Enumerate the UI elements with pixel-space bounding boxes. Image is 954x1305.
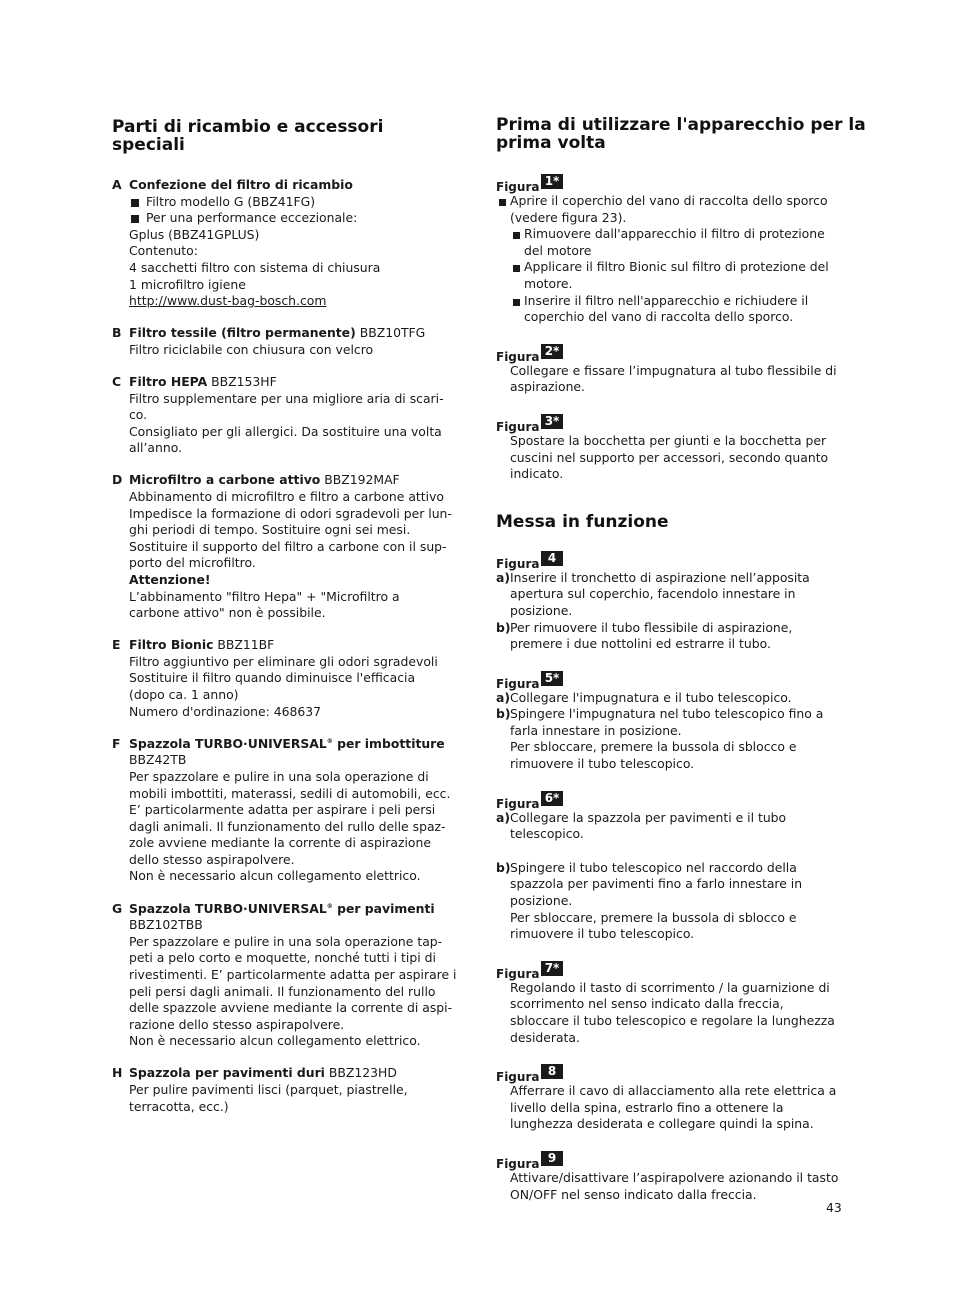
item-text: Numero d'ordinazione: 468637 — [129, 703, 322, 719]
item-text: Non è necessario alcun collegamento elettrico. — [129, 1033, 421, 1049]
item-code: BBZ42TB — [129, 752, 187, 768]
figure-number-badge: 6* — [541, 791, 563, 806]
item-letter: A — [112, 177, 122, 192]
item-title: Spazzola per pavimenti duri — [129, 1065, 325, 1081]
section-heading-operation: Messa in funzione — [496, 511, 669, 532]
figure-step-4 — [496, 551, 838, 653]
item-text: Abbinamento di microfiltro e filtro a carbone attivo — [129, 489, 445, 504]
item-text: Per spazzolare e pulire in una sola operazione tap- — [129, 933, 443, 949]
accessory-item-f — [112, 736, 458, 885]
item-text: Filtro supplementare per una migliore aria di scari- — [129, 390, 444, 406]
accessory-item-e — [112, 637, 458, 720]
item-title: Spazzola TURBO·UNIVERSAL® per imbottiture — [129, 735, 445, 751]
list-item: b) Spingere l'impugnatura nel tubo telescopico fino a farla innestare in posizione. Per sbloccare, premere la bussola di sblocco e rimuovere il tubo telescopico. — [496, 706, 824, 772]
item-title: Spazzola TURBO·UNIVERSAL® per pavimenti — [129, 900, 435, 916]
item-text: Non è necessario alcun collegamento elettrico. — [129, 868, 421, 884]
item-text: Per spazzolare e pulire in una sola operazione di — [129, 768, 429, 784]
item-text: razione dello stesso aspirapolvere. — [129, 1016, 345, 1032]
item-text: dello stesso aspirapolvere. — [129, 851, 295, 867]
item-text: zole avviene mediante la corrente di aspirazione — [129, 835, 431, 851]
figure-label: Figura — [496, 180, 540, 194]
item-text: ghi periodi di tempo. Sostituire ogni sei mesi. — [129, 522, 411, 538]
item-text: all’anno. — [129, 440, 183, 456]
figure-label: Figura — [496, 419, 540, 434]
item-text: peli persi dagli animali. Il funzionamento del rullo — [129, 983, 436, 999]
section-heading-first-use: Prima di utilizzare l'apparecchio per la prima volta — [496, 115, 866, 153]
item-text: Impedisce la formazione di odori sgradevoli per lun- — [129, 505, 452, 521]
figure-number-badge: 3* — [541, 414, 563, 429]
figure-step-9: Figura 9 Attivare/disattivare l’aspirapolvere azionando il tasto ON/OFF nel senso indicato dalla freccia. — [496, 1150, 839, 1202]
list-item: a) Collegare l'impugnatura e il tubo telescopico. — [496, 689, 792, 705]
item-text: 1 microfiltro igiene — [129, 276, 246, 292]
item-text: Filtro aggiuntivo per eliminare gli odori sgradevoli — [129, 653, 438, 669]
figure-label: Figura — [496, 1070, 540, 1085]
item-letter: H — [112, 1065, 123, 1081]
figure-label: Figura — [496, 349, 540, 364]
accessory-item-d — [112, 472, 458, 621]
item-text: Sostituire il filtro quando diminuisce l'efficacia — [129, 670, 416, 686]
item-text: dagli animali. Il funzionamento del rullo delle spaz- — [129, 818, 446, 834]
item-text: L’abbinamento "filtro Hepa" + "Microfiltro a — [129, 588, 400, 604]
left-column — [112, 116, 458, 1131]
item-text: rivestimenti. E’ particolarmente adatta per aspirare i — [129, 966, 457, 982]
item-code: BBZ123HD — [324, 1065, 397, 1081]
item-text: Contenuto: — [129, 243, 198, 259]
item-text: E’ particolarmente adatta per aspirare i peli persi — [129, 802, 436, 818]
item-text: carbone attivo" non è possibile. — [129, 605, 326, 621]
item-code: BBZ11BF — [213, 637, 275, 653]
item-text: Consigliato per gli allergici. Da sostituire una volta — [129, 423, 442, 439]
figure-step-1 — [496, 174, 838, 326]
figure-step-3: Figura 3* Spostare la bocchetta per giunti e la bocchetta per cuscini nel supporto per accessori, secondo quanto indicato. — [496, 413, 829, 482]
item-text: delle spazzole avviene mediante la corrente di aspi- — [129, 1000, 453, 1016]
figure-number-badge: 1* — [541, 174, 563, 189]
list-item: Per una performance eccezionale: — [129, 210, 458, 227]
accessory-item-g — [112, 901, 458, 1050]
item-text: peti a pelo corto e moquette, nonché tutti i tipi di — [129, 950, 436, 966]
list-item: Applicare il filtro Bionic sul filtro di protezione del motore. — [510, 259, 838, 292]
figure-label: Figura — [496, 1156, 540, 1171]
item-letter: G — [112, 900, 123, 916]
item-code: BBZ192MAF — [320, 472, 400, 488]
accessory-item-h — [112, 1065, 458, 1115]
figure-label: Figura — [496, 556, 540, 571]
item-title: Microfiltro a carbone attivo — [129, 472, 321, 488]
figure-number-badge: 2* — [541, 344, 563, 359]
item-text: 4 sacchetti filtro con sistema di chiusura — [129, 259, 381, 275]
accessory-item-c — [112, 374, 458, 457]
figure-number-badge: 9 — [541, 1151, 563, 1166]
item-letter: D — [112, 472, 123, 488]
list-item: a) Collegare la spazzola per pavimenti e il tubo telescopico. — [496, 809, 787, 842]
figure-number-badge: 7* — [541, 961, 563, 976]
list-item: b) Spingere il tubo telescopico nel raccordo della spazzola per pavimenti fino a farlo innestare in posizione. Per sbloccare, premere la bussola di sblocco e rimuovere il tubo telescopico. — [496, 859, 803, 942]
list-item: a) Inserire il tronchetto di aspirazione nell’apposita apertura sul coperchio, facendolo innestare in posizione. — [496, 569, 810, 618]
figure-label: Figura — [496, 966, 540, 981]
list-item: Aprire il coperchio del vano di raccolta dello sporco (vedere figura 23). — [496, 193, 838, 226]
item-letter: C — [112, 373, 122, 389]
item-title: Confezione del filtro di ricambio — [129, 177, 353, 192]
item-letter: F — [112, 735, 121, 751]
figure-step-8: Figura 8 Afferrare il cavo di allacciamento alla rete elettrica a livello della spina, estrarlo fino a ottenere la lunghezza desiderata e collegare quindi la spina. — [496, 1064, 837, 1132]
accessory-item-b — [112, 325, 458, 358]
item-letter: E — [112, 637, 121, 653]
list-item: Inserire il filtro nell'apparecchio e richiudere il coperchio del vano di raccolta dello sporco. — [510, 293, 838, 326]
item-code: BBZ153HF — [207, 373, 277, 389]
figure-step-7: Figura 7* Regolando il tasto di scorrimento / la guarnizione di scorrimento nel senso indicato dalla freccia, sbloccare il tubo telescopico e regolare la lunghezza desiderata. — [496, 960, 835, 1045]
registered-mark: ® — [326, 737, 333, 745]
item-text: Filtro riciclabile con chiusura con velcro — [129, 341, 374, 357]
item-text: Sostituire il supporto del filtro a carbone con il sup- — [129, 538, 447, 554]
item-title: Filtro HEPA — [129, 373, 208, 389]
attention-label: Attenzione! — [129, 571, 211, 587]
item-letter: B — [112, 325, 122, 341]
section-heading-spare-parts: Parti di ricambio e accessori speciali — [112, 117, 384, 155]
figure-number-badge: 8 — [541, 1064, 563, 1079]
item-text: Gplus (BBZ41GPLUS) — [129, 226, 260, 242]
item-code: BBZ10TFG — [355, 325, 426, 341]
item-title: Filtro Bionic — [129, 637, 214, 653]
item-text: (dopo ca. 1 anno) — [129, 687, 239, 703]
registered-mark: ® — [326, 902, 333, 910]
figure-step-5 — [496, 671, 838, 773]
accessory-item-a — [112, 177, 458, 310]
list-item: Rimuovere dall'apparecchio il filtro di protezione del motore — [510, 226, 838, 259]
figure-step-2: Figura 2* Collegare e fissare l’impugnatura al tubo flessibile di aspirazione. — [496, 343, 837, 395]
figure-label: Figura — [496, 796, 540, 811]
list-item: b) Per rimuovere il tubo flessibile di aspirazione, premere i due nottolini ed estrarre il tubo. — [496, 619, 793, 652]
figure-number-badge: 4 — [541, 551, 563, 566]
item-title: Filtro tessile (filtro permanente) — [129, 325, 356, 341]
figure-step-6 — [496, 791, 838, 943]
item-text: mobili imbottiti, materassi, sedili di automobili, ecc. — [129, 785, 451, 801]
item-text: Per pulire pavimenti lisci (parquet, piastrelle, — [129, 1082, 408, 1097]
figure-label: Figura — [496, 676, 540, 691]
right-column — [496, 115, 866, 1221]
item-text: terracotta, ecc.) — [129, 1098, 229, 1114]
item-code: BBZ102TBB — [129, 917, 203, 933]
item-text: porto del microfiltro. — [129, 555, 256, 571]
figure-number-badge: 5* — [541, 671, 563, 686]
dust-bag-link[interactable]: http://www.dust-bag-bosch.com — [129, 293, 327, 309]
list-item: Filtro modello G (BBZ41FG) — [129, 194, 458, 211]
item-text: co. — [129, 407, 148, 423]
page-number: 43 — [826, 1200, 842, 1215]
